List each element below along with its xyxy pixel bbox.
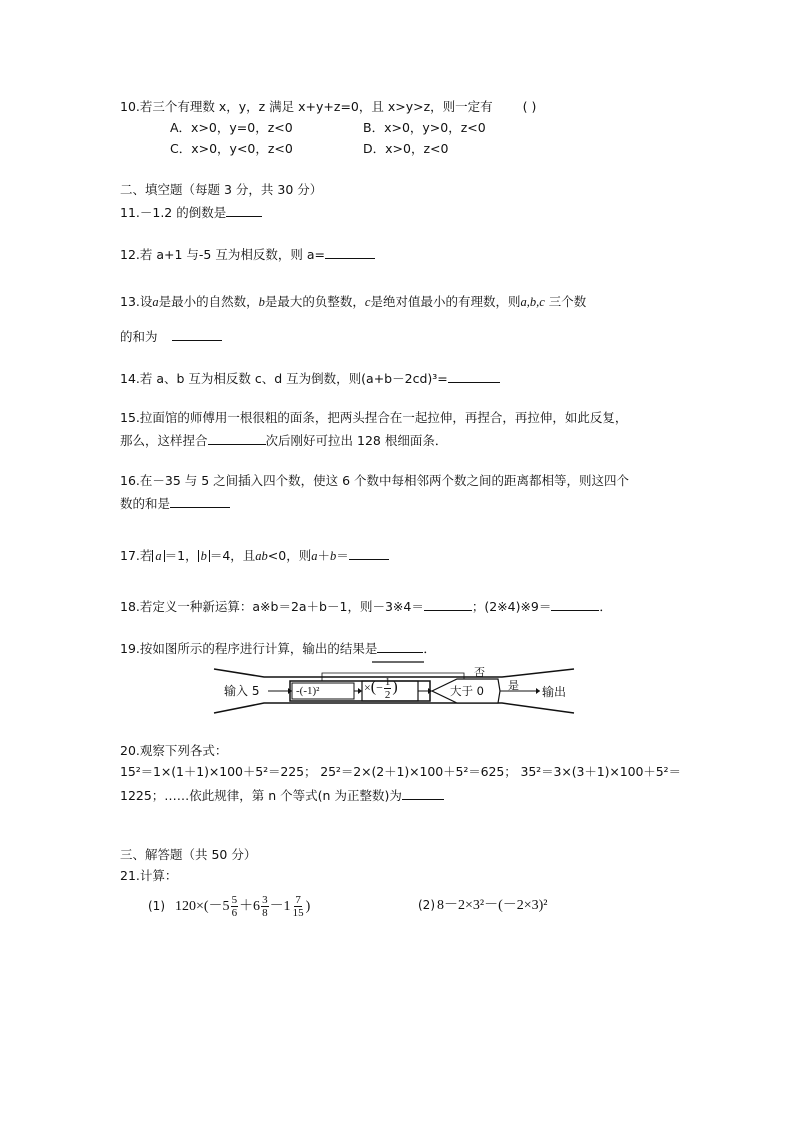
q20-line2: 1225；……依此规律，第 n 个等式(n 为正整数)为 <box>120 786 444 804</box>
q21-title: 21.计算： <box>120 868 178 883</box>
q10-option-c: C．x>0，y<0，z<0 <box>170 141 293 156</box>
q19: 19.按如图所示的程序进行计算，输出的结果是 ． <box>120 641 436 656</box>
q20-line1: 15²＝1×(1＋1)×100＋5²＝225； 25²＝2×(2＋1)×100＋5²＝625； 35²＝3×(3＋1)×100＋5²＝ <box>120 764 681 779</box>
q13-line1: 13.设a是最小的自然数，b是最大的负整数，c是绝对值最小的有理数，则a,b,c 三个数 <box>120 294 587 309</box>
q20-title: 20.观察下列各式： <box>120 743 228 758</box>
q16-line1: 16.在－35 与 5 之间插入四个数，使这 6 个数中每相邻两个数之间的距离都相等，则这四个 <box>120 473 630 488</box>
q10-option-d: D．x>0，z<0 <box>363 141 449 156</box>
q12: 12.若 a+1 与-5 互为相反数，则 a= <box>120 245 375 263</box>
q19-flow-box1: -(-1)² <box>296 685 320 697</box>
q21-part1: (1) 120×(－5 $\frac{5}{6}$ ＋6 $\frac{3}{8}$ －1 $\frac{7}{15}$ ) <box>148 894 311 920</box>
q11: 11.－1.2 的倒数是 <box>120 203 262 221</box>
q10-option-b: B．x>0，y>0，z<0 <box>363 120 486 135</box>
q19-flow-condition: 大于 0 <box>450 684 484 698</box>
q18: 18.若定义一种新运算：a※b＝2a＋b－1，则－3※4＝ ；(2※4)※9＝ ． <box>120 599 612 614</box>
q17: 17.若 a ＝1， b ＝4，且ab<0，则a＋b＝ <box>120 546 389 564</box>
q13-answer-blank[interactable] <box>172 327 222 341</box>
q11-answer-blank[interactable] <box>226 203 262 217</box>
q17-answer-blank[interactable] <box>349 546 389 560</box>
q18-answer-blank-1[interactable] <box>424 597 472 611</box>
q20-answer-blank[interactable] <box>402 786 444 800</box>
q15-line1: 15.拉面馆的师傅用一根很粗的面条，把两头捏合在一起拉伸，再捏合，再拉伸，如此反复， <box>120 410 628 425</box>
q19-flow-box2: ×(− $\frac{1}{2}$ ) <box>364 676 398 701</box>
q19-flow-no: 否 <box>474 666 485 679</box>
q10-option-a: A．x>0，y=0，z<0 <box>170 120 293 135</box>
q10-stem: 10.若三个有理数 x，y，z 满足 x+y+z=0，且 x>y>z，则一定有 ( ) <box>120 99 537 114</box>
q16-answer-blank[interactable] <box>170 494 230 508</box>
q14: 14.若 a、b 互为相反数 c、d 互为倒数，则(a+b－2cd)³= <box>120 369 500 387</box>
q18-answer-blank-2[interactable] <box>551 597 599 611</box>
q16-line2: 数的和是 <box>120 494 230 512</box>
q15-line2: 那么，这样捏合 次后刚好可拉出 128 根细面条． <box>120 433 448 448</box>
q19-flow-yes: 是 <box>508 679 519 692</box>
q13-line2: 的和为 <box>120 327 222 345</box>
q21-part2: (2) 8－2×3²－(－2×3)² <box>418 898 548 913</box>
section3-title: 三、解答题（共 50 分） <box>120 847 257 862</box>
q19-answer-blank[interactable] <box>377 639 423 653</box>
q19-flow-output: 输出 <box>542 685 567 699</box>
q12-answer-blank[interactable] <box>325 245 375 259</box>
q15-answer-blank[interactable] <box>208 431 266 445</box>
section2-title: 二、填空题（每题 3 分，共 30 分） <box>120 182 323 197</box>
q14-answer-blank[interactable] <box>448 369 500 383</box>
q10-answer-paren: ( ) <box>522 99 537 114</box>
q19-flow-input: 输入 5 <box>224 684 260 698</box>
